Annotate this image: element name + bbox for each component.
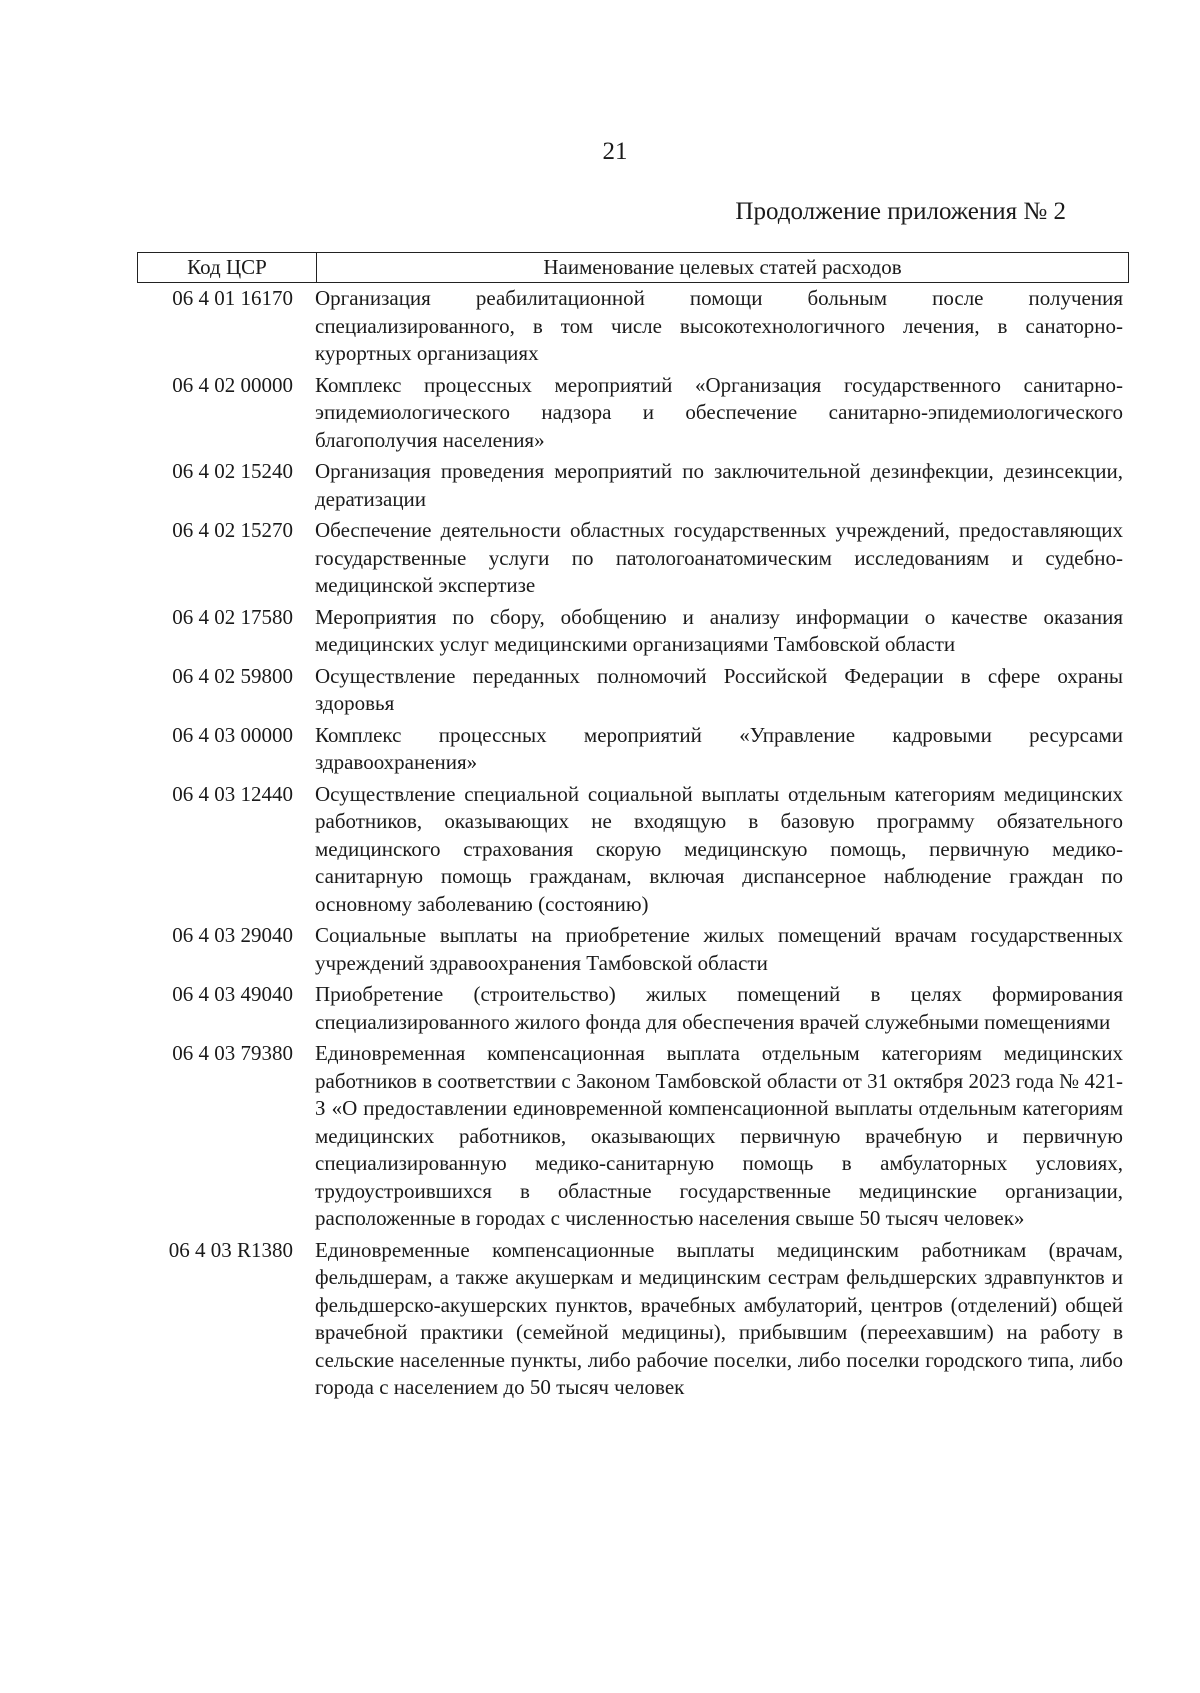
header-name: Наименование целевых статей расходов <box>543 255 902 279</box>
row-name: Комплекс процессных мероприятий «Управление кадровыми ресурсами здравоохранения» <box>315 722 1123 774</box>
table-row <box>137 517 1129 600</box>
row-name: Приобретение (строительство) жилых помещений в целях формирования специализированного жилого фонда для обеспечения врачей служебными помещениями <box>315 982 1123 1034</box>
table-row <box>137 663 1129 718</box>
table-row <box>137 458 1129 513</box>
header-code: Код ЦСР <box>138 253 317 282</box>
row-code: 06 4 03 49040 <box>172 982 293 1006</box>
table-row <box>137 781 1129 919</box>
row-code: 06 4 03 00000 <box>172 722 293 747</box>
table-row <box>137 922 1129 977</box>
budget-items-table <box>137 252 1129 1402</box>
table-header <box>137 252 1129 283</box>
row-code: 06 4 02 15240 <box>172 459 293 483</box>
row-name: Организация реабилитационной помощи больным после получения специализированного, в том числе высокотехнологичного лечения, в санаторно-курортных организациях <box>315 286 1123 365</box>
row-name: Комплекс процессных мероприятий «Организация государственного санитарно-эпидемиологического надзора и обеспечение санитарно-эпидемиологического благополучия населения» <box>315 372 1123 452</box>
page-number: 21 <box>602 138 628 165</box>
row-name: Обеспечение деятельности областных государственных учреждений, предоставляющих государственные услуги по патологоанатомическим исследованиям и судебно-медицинской экспертизе <box>315 518 1123 597</box>
table-row <box>137 285 1129 368</box>
row-name: Осуществление специальной социальной выплаты отдельным категориям медицинских работников, оказывающих не входящую в базовую программу обязательного медицинского страхования скорую медицинскую помощь, первичную медико-санитарную помощь гражданам, включая диспансерное наблюдение граждан по основному заболеванию (состоянию) <box>315 781 1123 916</box>
row-code: 06 4 03 29040 <box>172 923 293 947</box>
row-name: Единовременные компенсационные выплаты медицинским работникам (врачам, фельдшерам, а также акушеркам и медицинским сестрам фельдшерских здравпунктов и фельдшерско-акушерских пунктов, врачебных амбулаторий, центров (отделений) общей врачебной практики (семейной медицины), прибывшим (переехавшим) на работу в сельские населенные пункты, либо рабочие поселки, либо поселки городского типа, либо города с населением до 50 тысяч человек <box>315 1237 1123 1399</box>
row-code: 06 4 03 12440 <box>172 781 293 806</box>
table-row <box>137 372 1129 455</box>
table-row <box>137 1237 1129 1402</box>
row-code: 06 4 01 16170 <box>172 286 293 310</box>
row-name: Организация проведения мероприятий по заключительной дезинфекции, дезинсекции, дератизации <box>315 459 1123 511</box>
row-name: Социальные выплаты на приобретение жилых помещений врачам государственных учреждений здравоохранения Тамбовской области <box>315 923 1123 975</box>
row-name: Осуществление переданных полномочий Российской Федерации в сфере охраны здоровья <box>315 663 1123 715</box>
table-row <box>137 604 1129 659</box>
table-row <box>137 981 1129 1036</box>
row-name: Мероприятия по сбору, обобщению и анализу информации о качестве оказания медицинских услуг медицинскими организациями Тамбовской области <box>315 604 1123 656</box>
row-code: 06 4 03 79380 <box>172 1041 293 1065</box>
row-code: 06 4 02 59800 <box>172 663 293 688</box>
row-code: 06 4 02 15270 <box>172 518 293 542</box>
table-row <box>137 722 1129 777</box>
row-code: 06 4 03 R1380 <box>168 1237 293 1262</box>
row-code: 06 4 02 17580 <box>172 604 293 629</box>
table-body <box>137 285 1129 1402</box>
row-code: 06 4 02 00000 <box>172 372 293 397</box>
appendix-title: Продолжение приложения № 2 <box>735 198 1066 225</box>
table-row <box>137 1040 1129 1233</box>
row-name: Единовременная компенсационная выплата отдельным категориям медицинских работников в соответствии с Законом Тамбовской области от 31 октября 2023 года № 421-З «О предоставлении единовременной компенсационной выплаты отдельным категориям медицинских работников, оказывающих первичную врачебную и первичную специализированную медико-санитарную помощь в амбулаторных условиях, трудоустроившихся в областные государственные медицинские организации, расположенные в городах с численностью населения свыше 50 тысяч человек» <box>315 1041 1123 1230</box>
